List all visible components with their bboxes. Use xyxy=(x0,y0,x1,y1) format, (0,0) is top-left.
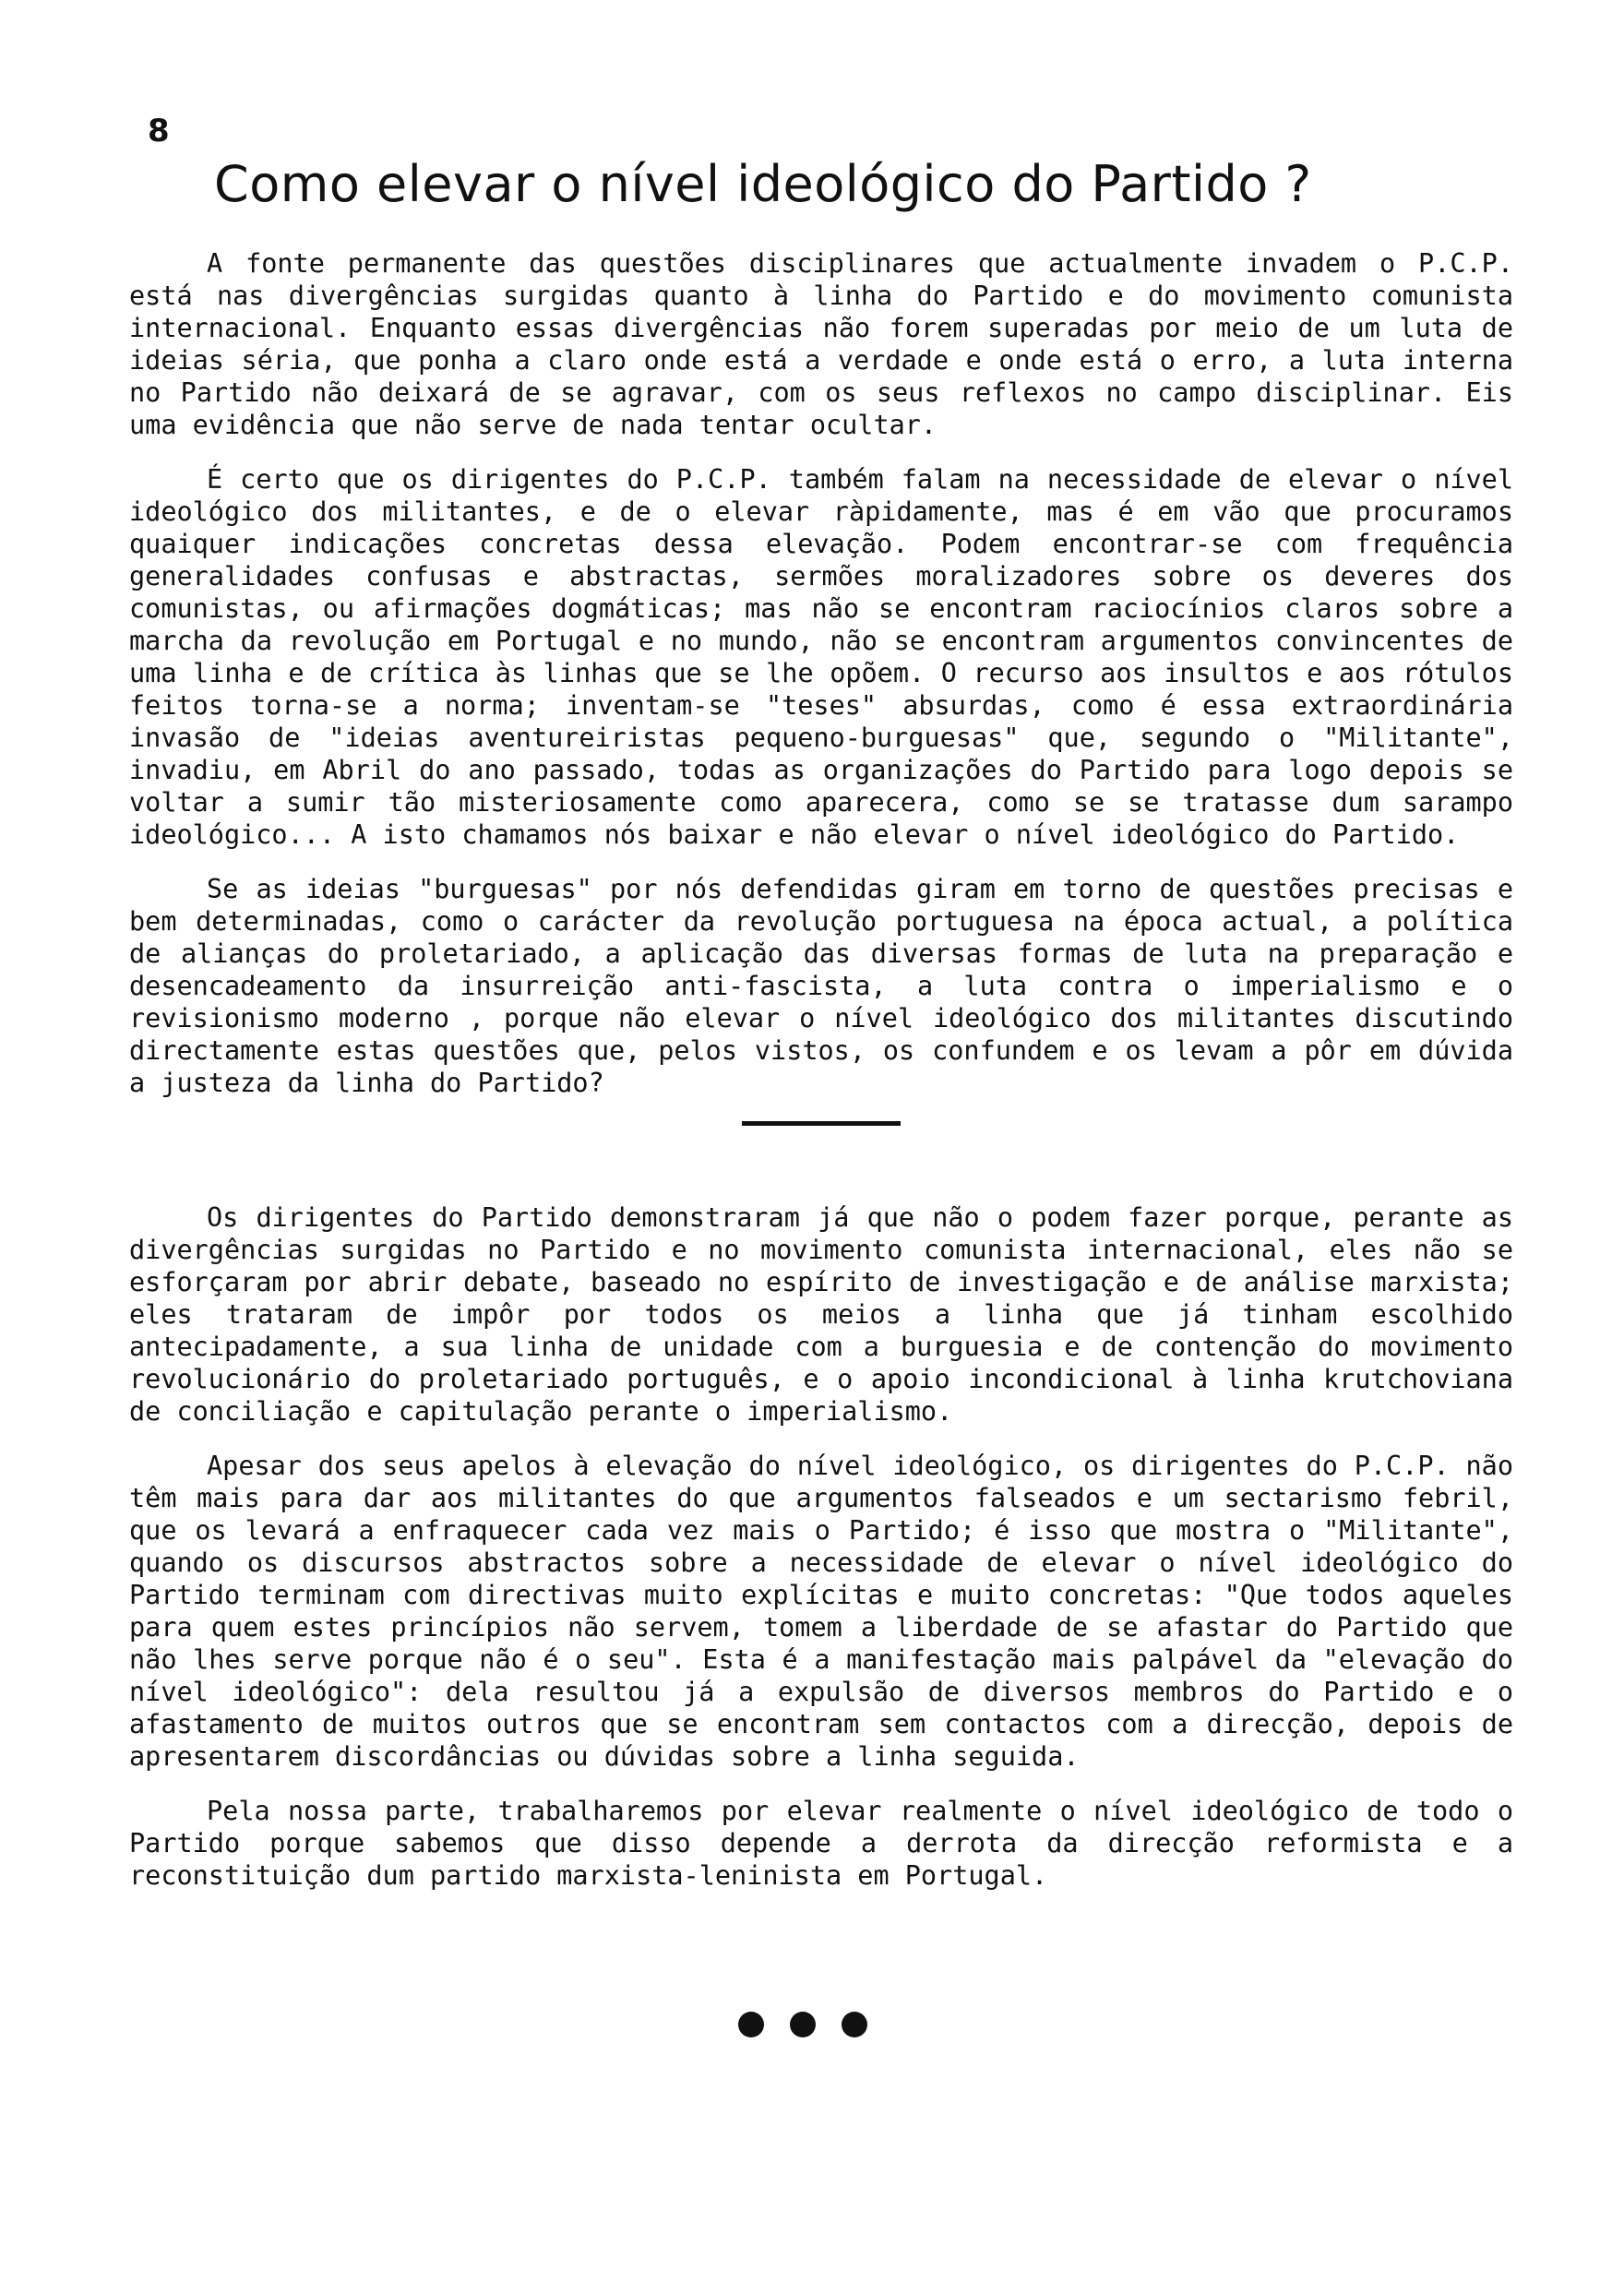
ornament-dot xyxy=(842,2012,867,2037)
paragraph-5: Apesar dos seus apelos à elevação do nível ideológico, os dirigentes do P.C.P. não têm mais para dar aos militantes do que argumentos falseados e um sectarismo febril, que os levará a enfraquecer cada vez mais o Partido; é isso que mostra o "Militante", quando os discursos abstractos sobre a necessidade de elevar o nível ideológico do Partido terminam com directivas muito explícitas e muito concretas: "Que todos aqueles para quem estes princípios não servem, tomem a liberdade de se afastar do Partido que não lhes serve porque não é o seu". Esta é a manifestação mais palpável da "elevação do nível ideológico": dela resultou já a expulsão de diversos membros do Partido e o afastamento de muitos outros que se encontram sem contactos com a direcção, depois de apresentarem discordâncias ou dúvidas sobre a linha seguida. xyxy=(129,1451,1513,1772)
paragraph-1: A fonte permanente das questões disciplinares que actualmente invadem o P.C.P. está nas divergências surgidas quanto à linha do Partido e do movimento comunista internacional. Enquanto essas divergências não forem superadas por meio de um luta de ideias séria, que ponha a claro onde está a verdade e onde está o erro, a luta interna no Partido não deixará de se agravar, com os seus reflexos no campo disciplinar. Eis uma evidência que não serve de nada tentar ocultar. xyxy=(129,248,1513,440)
end-of-article-ornament xyxy=(738,2012,867,2037)
ornament-dot xyxy=(790,2012,816,2037)
ornament-dot xyxy=(738,2012,764,2037)
paragraph-6: Pela nossa parte, trabalharemos por elevar realmente o nível ideológico de todo o Partido porque sabemos que disso depende a derrota da direcção reformista e a reconstituição dum partido marxista-leninista em Portugal. xyxy=(129,1796,1513,1891)
page-number: 8 xyxy=(148,113,170,149)
paragraph-2: É certo que os dirigentes do P.C.P. também falam na necessidade de elevar o nível ideológico dos militantes, e de o elevar ràpidamente, mas é em vão que procuramos quaiquer indicações concretas dessa elevação. Podem encontrar-se com frequência generalidades confusas e abstractas, sermões moralizadores sobre os deveres dos comunistas, ou afirmações dogmáticas; mas não se encontram raciocínios claros sobre a marcha da revolução em Portugal e no mundo, não se encontram argumentos convincentes de uma linha e de crítica às linhas que se lhe opõem. O recurso aos insultos e aos rótulos feitos torna-se a norma; inventam-se "teses" absurdas, como é essa extraordinária invasão de "ideias aventureiristas pequeno-burguesas" que, segundo o "Militante", invadiu, em Abril do ano passado, todas as organizações do Partido para logo depois se voltar a sumir tão misteriosamente como aparecera, como se se tratasse dum sarampo ideológico... A isto chamamos nós baixar e não elevar o nível ideológico do Partido. xyxy=(129,464,1513,850)
paragraph-3: Se as ideias "burguesas" por nós defendidas giram em torno de questões precisas e bem determinadas, como o carácter da revolução portuguesa na época actual, a política de alianças do proletariado, a aplicação das diversas formas de luta na preparação e desencadeamento da insurreição anti-fascista, a luta contra o imperialismo e o revisionismo moderno , porque não elevar o nível ideológico dos militantes discutindo directamente estas questões que, pelos vistos, os confundem e os levam a pôr em dúvida a justeza da linha do Partido? xyxy=(129,874,1513,1098)
article-title: Como elevar o nível ideológico do Partido ? xyxy=(214,155,1312,213)
paragraph-4: Os dirigentes do Partido demonstraram já que não o podem fazer porque, perante as divergências surgidas no Partido e no movimento comunista internacional, eles não se esforçaram por abrir debate, baseado no espírito de investigação e de análise marxista; eles trataram de impôr por todos os meios a linha que já tinham escolhido antecipadamente, a sua linha de unidade com a burguesia e de contenção do movimento revolucionário do proletariado português, e o apoio incondicional à linha krutchoviana de conciliação e capitulação perante o imperialismo. xyxy=(129,1202,1513,1427)
section-divider xyxy=(742,1121,901,1126)
article-body xyxy=(129,247,1513,1914)
